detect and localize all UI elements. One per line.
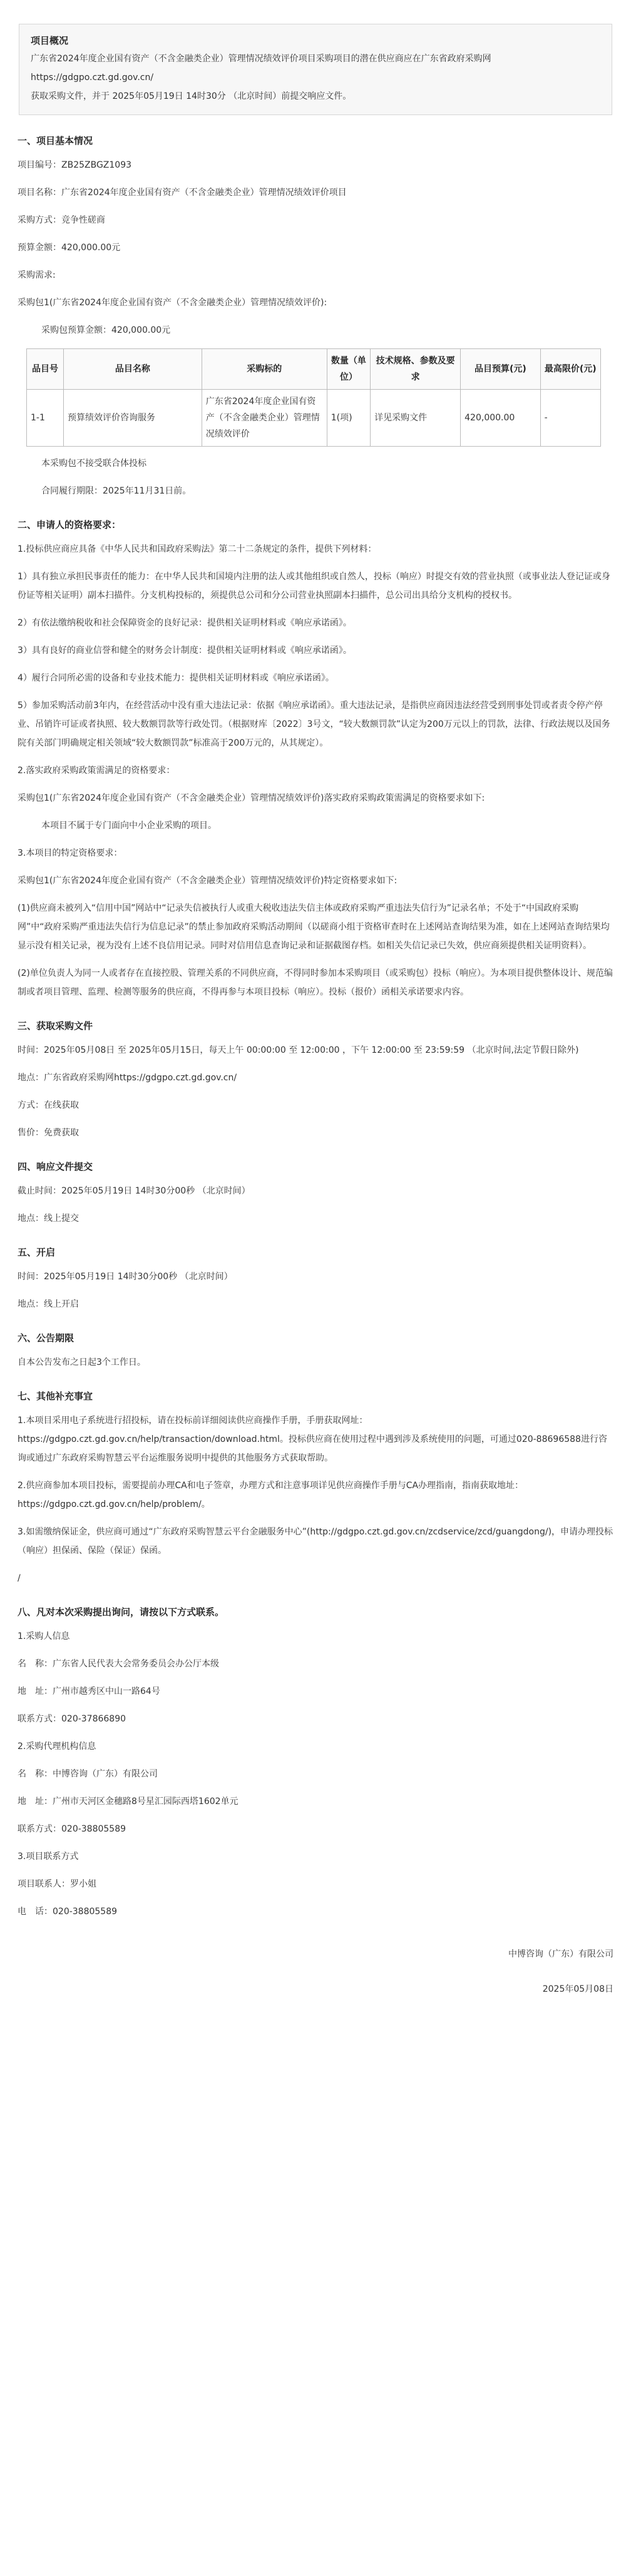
contact-line: 地 址：广州市越秀区中山一路64号 — [18, 1686, 160, 1696]
table-header-row — [27, 349, 601, 390]
obtain-place: 地点：广东省政府采购网https://gdgpo.czt.gd.gov.cn/ — [18, 1073, 237, 1083]
project-number: 项目编号：ZB25ZBGZ1093 — [18, 160, 132, 170]
budget-amount: 预算金额：420,000.00元 — [18, 243, 121, 253]
table-cell: 广东省2024年度企业国有资产（不含金融类企业）管理情况绩效评价 — [202, 390, 327, 447]
section-1-title: 一、项目基本情况 — [18, 135, 93, 146]
summary-line-2: 获取采购文件，并于 2025年05月19日 14时30分 （北京时间）前提交响应文件。 — [31, 91, 352, 101]
contact-line: 项目联系人：罗小姐 — [18, 1879, 96, 1889]
table-cell: - — [540, 390, 600, 447]
qualification-paragraph: 2.落实政府采购政策需满足的资格要求： — [18, 766, 175, 776]
section-4-title: 四、响应文件提交 — [18, 1161, 93, 1172]
supplement-paragraph: 2.供应商参加本项目投标，需要提前办理CA和电子签章，办理方式和注意事项详见供应商操作手册与CA办理指南，指南获取地址：https://gdgpo.czt.gd.gov.cn/help/problem/。 — [18, 1481, 524, 1509]
section-2-title: 二、申请人的资格要求： — [18, 519, 121, 530]
supplement-paragraph: / — [18, 1573, 21, 1583]
qualification-paragraph: (1)供应商未被列入“信用中国”网站中“记录失信被执行人或重大税收违法失信主体或政府采购严重违法失信行为”记录名单；不处于“中国政府采购网”中“政府采购严重违法失信行为信息记录”的禁止参加政府采购活动期间（以磋商小组于资格审查时在上述网站查询结果为准，如在上述网站查询结果均显示没有相关记录，视为没有上述不良信用记录。同时对信用信息查询记录和证据截图存档。如相关失信记录已失效，供应商须提供相关证明资料）。 — [18, 903, 610, 951]
supplement-paragraph: 1.本项目采用电子系统进行招投标，请在投标前详细阅读供应商操作手册，手册获取网址：https://gdgpo.czt.gd.gov.cn/help/transaction/download.html。投标供应商在使用过程中遇到涉及系统使用的问题，可通过020-88696588进行咨询或通过广东政府采购智慧云平台运维服务说明中提供的其他服务方式获取帮助。 — [18, 1416, 607, 1463]
submission-deadline: 截止时间：2025年05月19日 14时30分00秒 （北京时间） — [18, 1186, 250, 1196]
qualification-paragraph: 采购包1(广东省2024年度企业国有资产（不含金融类企业）管理情况绩效评价)落实政府采购政策需满足的资格要求如下: — [18, 793, 485, 803]
qualification-paragraph: 2）有依法缴纳税收和社会保障资金的良好记录：提供相关证明材料或《响应承诺函》。 — [18, 618, 352, 628]
supplement-paragraph: 3.如需缴纳保证金，供应商可通过“广东政府采购智慧云平台金融服务中心”(http://gdgpo.czt.gd.gov.cn/zcdservice/zcd/guangdong/)，申请办理投标（响应）担保函、保险（保证）保函。 — [18, 1527, 613, 1556]
table-cell: 420,000.00 — [461, 390, 540, 447]
qualification-paragraph: 3）具有良好的商业信誉和健全的财务会计制度：提供相关证明材料或《响应承诺函》。 — [18, 646, 352, 656]
obtain-method: 方式：在线获取 — [18, 1100, 79, 1110]
table-header-cell: 采购标的 — [202, 349, 327, 390]
contact-line: 3.项目联系方式 — [18, 1852, 79, 1862]
contract-term: 合同履行期限：2025年11月31日前。 — [41, 486, 192, 496]
table-cell: 1-1 — [27, 390, 64, 447]
table-cell: 详见采购文件 — [371, 390, 461, 447]
submission-place: 地点：线上提交 — [18, 1214, 79, 1224]
contact-line: 名 称：广东省人民代表大会常务委员会办公厅本级 — [18, 1659, 219, 1669]
qualification-paragraph: 1.投标供应商应具备《中华人民共和国政府采购法》第二十二条规定的条件，提供下列材料： — [18, 544, 377, 554]
signature-block — [18, 1945, 613, 1999]
qualification-paragraph: 3.本项目的特定资格要求： — [18, 848, 123, 858]
contact-line: 地 址：广州市天河区金穗路8号星汇园际西塔1602单元 — [18, 1797, 239, 1807]
announcement-period: 自本公告发布之日起3个工作日。 — [18, 1357, 146, 1367]
table-header-cell: 最高限价(元) — [540, 349, 600, 390]
package-title: 采购包1(广东省2024年度企业国有资产（不含金融类企业）管理情况绩效评价): — [18, 298, 327, 308]
table-header-cell: 品目名称 — [64, 349, 202, 390]
qualification-paragraph: 采购包1(广东省2024年度企业国有资产（不含金融类企业）管理情况绩效评价)特定资格要求如下: — [18, 876, 398, 886]
contact-line: 电 话：020-38805589 — [18, 1907, 118, 1917]
items-table — [26, 348, 601, 447]
opening-time: 时间：2025年05月19日 14时30分00秒 （北京时间） — [18, 1272, 233, 1282]
section-5-title: 五、开启 — [18, 1247, 56, 1258]
qualification-paragraph: 5）参加采购活动前3年内，在经营活动中没有重大违法记录：依据《响应承诺函》。重大违法记录，是指供应商因违法经营受到刑事处罚或者责令停产停业、吊销许可证或者执照、较大数额罚款等行政处罚。（根据财库〔2022〕3号文，“较大数额罚款”认定为200万元以上的罚款，法律、行政法规以及国务院有关部门明确规定相关领域“较大数额罚款”标准高于200万元的，从其规定）。 — [18, 701, 610, 748]
contact-line: 名 称：中博咨询（广东）有限公司 — [18, 1769, 158, 1779]
footer-organization: 中博咨询（广东）有限公司 — [508, 1949, 613, 1959]
contact-line: 2.采购代理机构信息 — [18, 1742, 96, 1752]
table-row — [27, 390, 601, 447]
table-header-cell: 技术规格、参数及要求 — [371, 349, 461, 390]
contact-line: 联系方式：020-37866890 — [18, 1714, 126, 1724]
summary-title: 项目概况 — [31, 35, 69, 46]
footer-date: 2025年05月08日 — [542, 1984, 613, 1994]
section-8-title: 八、凡对本次采购提出询问，请按以下方式联系。 — [18, 1606, 225, 1618]
procurement-method: 采购方式：竞争性磋商 — [18, 215, 105, 225]
table-header-cell: 品目预算(元) — [461, 349, 540, 390]
section-6-title: 六、公告期限 — [18, 1332, 74, 1344]
summary-line-1: 广东省2024年度企业国有资产（不含金融类企业）管理情况绩效评价项目采购项目的潜在供应商应在广东省政府采购网https://gdgpo.czt.gd.gov.cn/ — [31, 54, 491, 83]
procurement-needs-label: 采购需求: — [18, 270, 56, 280]
section-7-title: 七、其他补充事宜 — [18, 1391, 93, 1402]
project-name: 项目名称：广东省2024年度企业国有资产（不含金融类企业）管理情况绩效评价项目 — [18, 188, 347, 198]
contact-line: 1.采购人信息 — [18, 1631, 70, 1641]
obtain-price: 售价：免费获取 — [18, 1128, 79, 1138]
qualification-paragraph: (2)单位负责人为同一人或者存在直接控股、管理关系的不同供应商，不得同时参加本采购项目（或采购包）投标（响应）。为本项目提供整体设计、规范编制或者项目管理、监理、检测等服务的供应商，不得再参与本项目投标（响应）。投标（报价）函相关承诺要求内容。 — [18, 968, 613, 997]
qualification-paragraph: 4）履行合同所必需的设备和专业技术能力：提供相关证明材料或《响应承诺函》。 — [18, 673, 334, 683]
contact-line: 联系方式：020-38805589 — [18, 1824, 126, 1834]
package-budget: 采购包预算金额：420,000.00元 — [41, 325, 171, 335]
qualification-paragraph: 本项目不属于专门面向中小企业采购的项目。 — [41, 821, 217, 831]
table-header-cell: 数量（单位） — [327, 349, 370, 390]
qualification-paragraph: 1）具有独立承担民事责任的能力：在中华人民共和国境内注册的法人或其他组织或自然人，投标（响应）时提交有效的营业执照（或事业法人登记证或身份证等相关证明）副本扫描件。分支机构投标的，须提供总公司和分公司营业执照副本扫描件，总公司出具给分支机构的授权书。 — [18, 572, 610, 601]
table-cell: 预算绩效评价咨询服务 — [64, 390, 202, 447]
table-header-cell: 品目号 — [27, 349, 64, 390]
table-cell: 1(项) — [327, 390, 370, 447]
no-joint-bid-note: 本采购包不接受联合体投标 — [41, 459, 146, 469]
section-3-title: 三、获取采购文件 — [18, 1020, 93, 1032]
obtain-time: 时间：2025年05月08日 至 2025年05月15日，每天上午 00:00:00 至 12:00:00 ，下午 12:00:00 至 23:59:59 （北京时间,法定节假日除外) — [18, 1045, 579, 1055]
opening-place: 地点：线上开启 — [18, 1299, 79, 1309]
project-summary-box — [19, 24, 612, 115]
